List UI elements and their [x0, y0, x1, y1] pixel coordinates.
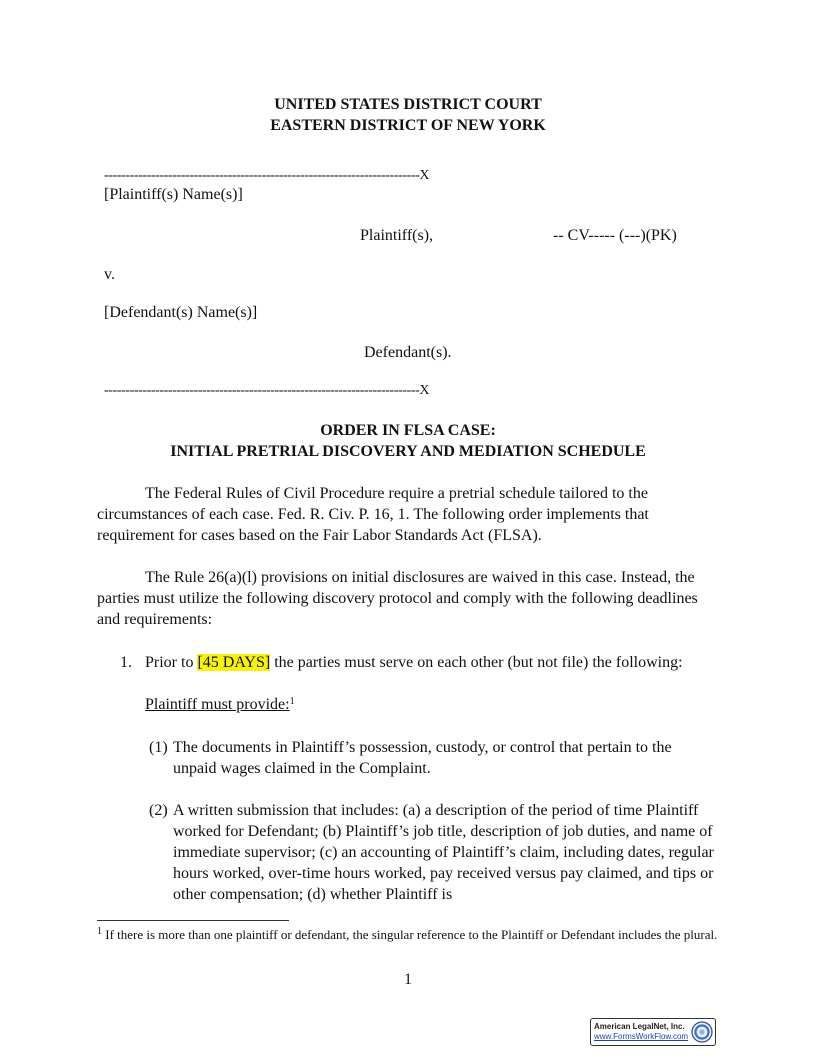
footnote: [97, 926, 722, 943]
plaintiff-label: Plaintiff(s),: [360, 227, 434, 244]
plaintiff-heading-text: Plaintiff must provide:: [145, 696, 290, 713]
plaintiff-name-placeholder: [Plaintiff(s) Name(s)]: [104, 186, 243, 203]
intro-paragraph: The Federal Rules of Civil Procedure require a pretrial schedule tailored to the circumstances of each case. Fed. R. Civ. P. 16, 1. The following order implements that requirement for cases based on the Fair Labor Standards Act (FLSA).: [97, 485, 649, 544]
item-text-prefix: Prior to: [145, 654, 198, 671]
subitem-number: (1): [149, 739, 168, 756]
item-number: 1.: [120, 654, 132, 671]
item-text-suffix: the parties must serve on each other (but not file) the following:: [270, 654, 683, 671]
order-subtitle: INITIAL PRETRIAL DISCOVERY AND MEDIATION SCHEDULE: [170, 443, 646, 460]
footnote-reference[interactable]: 1: [289, 696, 295, 707]
american-legalnet-logo[interactable]: [590, 1018, 716, 1046]
plaintiff-provides-heading: [145, 694, 295, 715]
subitem-number: (2): [149, 802, 168, 819]
disclosure-paragraph: The Rule 26(a)(l) provisions on initial disclosures are waived in this case. Instead, the parties must utilize the following discovery protocol and comply with the following deadlines and requirements:: [97, 569, 698, 628]
page-number: 1: [404, 971, 412, 988]
court-name: UNITED STATES DISTRICT COURT: [274, 96, 542, 113]
caption-rule-bottom: --------------------------------------------------------------------------X: [104, 383, 430, 398]
footnote-text: If there is more than one plaintiff or defendant, the singular reference to the Plaintiff or Defendant includes the plural.: [102, 927, 718, 942]
footnote-divider: [97, 920, 289, 921]
item-text: [145, 652, 683, 673]
court-district: EASTERN DISTRICT OF NEW YORK: [270, 117, 546, 134]
subitem-text: A written submission that includes: (a) a description of the period of time Plaintiff worked for Defendant; (b) Plaintiff’s job title, description of job duties, and name of immediate supervisor; (c) an accounting of Plaintiff’s claim, including dates, regular hours worked, over-time hours worked, pay received versus pay claimed, and tips or other compensation; (d) whether Plaintiff is: [173, 802, 714, 903]
company-url[interactable]: www.FormsWorkFlow.com: [594, 1032, 689, 1041]
order-title: ORDER IN FLSA CASE:: [320, 422, 496, 439]
deadline-highlight: [45 DAYS]: [197, 654, 271, 671]
subitem-text: The documents in Plaintiff’s possession, custody, or control that pertain to the unpaid wages claimed in the Complaint.: [173, 739, 672, 777]
globe-icon: [691, 1021, 713, 1043]
caption-rule-top: --------------------------------------------------------------------------X: [104, 168, 430, 183]
company-name: American LegalNet, Inc.: [594, 1022, 685, 1031]
versus-label: v.: [104, 266, 115, 283]
defendant-label: Defendant(s).: [364, 344, 452, 361]
defendant-name-placeholder: [Defendant(s) Name(s)]: [104, 304, 258, 321]
case-number: -- CV----- (---)(PK): [553, 227, 677, 244]
footnote-mark: 1: [97, 926, 102, 937]
